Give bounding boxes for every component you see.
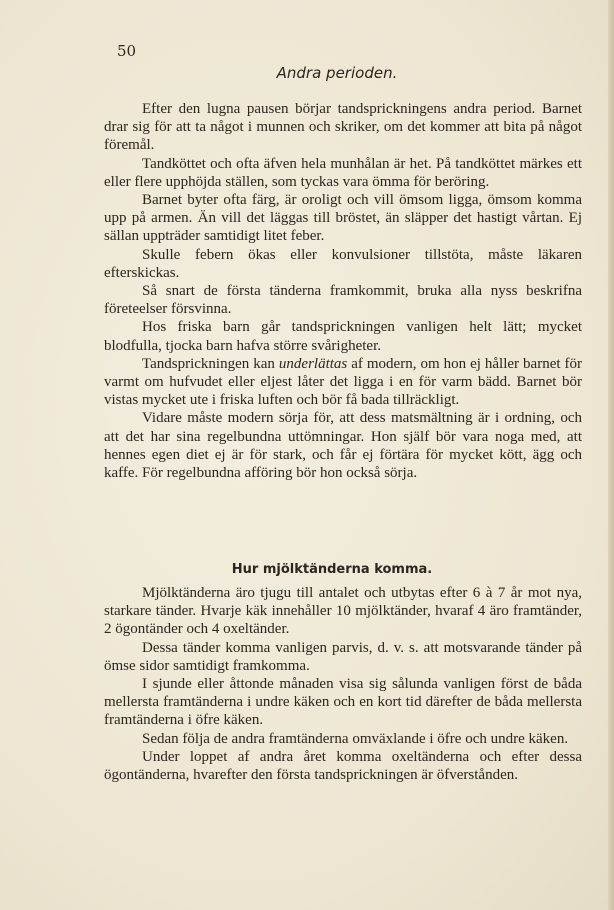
paragraph: Under loppet af andra året komma oxeltänderna och efter dessa ögontänderna, hvarefter den första tandsprickningen är öfverstånden. xyxy=(104,748,582,784)
paragraph: Barnet byter ofta färg, är oroligt och vill ömsom ligga, ömsom komma upp på armen. Än vill det läggas till bröstet, än släpper det hastigt vårtan. Ej sällan uppträder samtidigt litet feber. xyxy=(104,192,582,245)
paragraph: Hos friska barn går tandsprickningen vanligen helt lätt; mycket blodfulla, tjocka barn hafva större svårigheter. xyxy=(104,319,582,354)
paragraph: Dessa tänder komma vanligen parvis, d. v. s. att motsvarande tänder på ömse sidor samtidigt framkomma. xyxy=(104,639,582,674)
page-number: 50 xyxy=(117,42,137,60)
paragraph-text: Tandsprickningen kan xyxy=(142,355,279,372)
paragraph: Sedan följa de andra framtänderna omväxlande i öfre och undre käken. xyxy=(142,730,569,747)
paragraph-text: af modern, om hon ej håller barnet för varmt om hufvudet eller eljest låter det ligga i en för varm bädd. Barnet bör vistas mycket ute i friska luften och bör få bada tillräckligt. xyxy=(104,355,582,409)
emphasized-word: underlättas xyxy=(278,355,348,372)
paragraph: I sjunde eller åttonde månaden visa sig sålunda vanligen först de båda mellersta framtänderna i undre käken och en kort tid därefter de båda mellersta framtänderna i öfre käken. xyxy=(104,676,582,729)
subheading: Hur mjölktänderna komma. xyxy=(231,562,433,577)
paragraph: Skulle febern ökas eller konvulsioner tillstöta, måste läkaren efterskickas. xyxy=(104,246,582,281)
section-title: Andra perioden. xyxy=(276,64,398,82)
paragraph: Tandköttet och ofta äfven hela munhålan är het. På tandköttet märkes ett eller flere upphöjda ställen, som tyckas vara ömma för beröring. xyxy=(104,155,582,190)
paragraph: Så snart de första tänderna framkommit, bruka alla nyss beskrifna företeelser försvinna. xyxy=(104,283,582,318)
page-edge xyxy=(608,0,614,910)
paragraph: Mjölktänderna äro tjugu till antalet och utbytas efter 6 à 7 år mot nya, starkare tänder. Hvarje käk innehåller 10 mjölktänder, hvaraf 4 äro framtänder, 2 ögontänder och 4 oxeltänder. xyxy=(104,585,582,638)
body-text-part1 xyxy=(104,100,582,482)
paragraph xyxy=(104,355,582,410)
body-text-part2 xyxy=(104,584,582,784)
paragraph: Vidare måste modern sörja för, att dess matsmältning är i ordning, och att det har sina regelbundna uttömningar. Hon själf bör vara noga med, att hennes egen diet ej är för stark, och får ej förtära för mycket kött, ägg och kaffe. För regelbundna afföring bör hon också sörja. xyxy=(104,410,582,482)
paragraph: Efter den lugna pausen börjar tandsprickningens andra period. Barnet drar sig för att ta något i munnen och skriker, om det kommer att bita på något föremål. xyxy=(104,101,582,154)
